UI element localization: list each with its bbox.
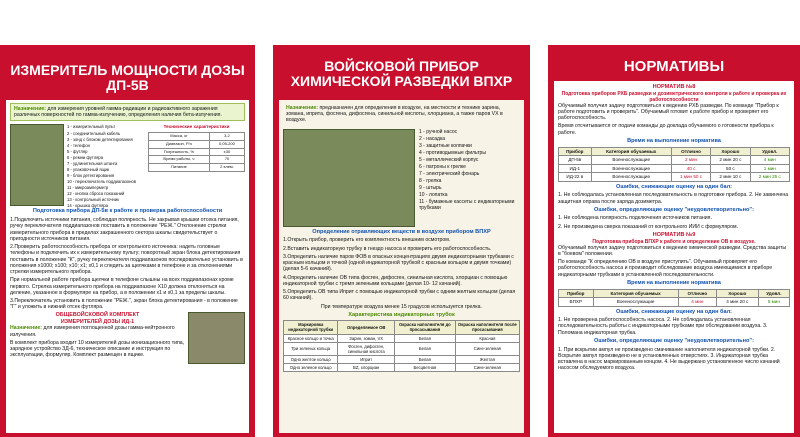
kit-photo xyxy=(188,312,245,364)
table-header: Прибор Категория обучаемых Отлично Хорошо Удовл. xyxy=(559,289,790,298)
procedure-step: 1.Открыть прибор, проверить его комплектность внешним осмотром. xyxy=(283,237,451,244)
legend-item: 5 - металлический корпус xyxy=(419,156,479,163)
table-row: Одно желтое кольцо Иприт Белая Желтая xyxy=(284,355,520,363)
table-header: Прибор Категория обучаемых Отлично Хорошо Удовл. xyxy=(559,147,790,156)
poster-dp5v xyxy=(0,45,255,437)
poster-vphr xyxy=(273,45,530,437)
procedure-title: Определение отравляющих веществ в воздухе прибором ВПХР xyxy=(312,228,491,235)
legend-item: 8 - грелка xyxy=(419,177,442,184)
poster-title: ИЗМЕРИТЕЛЬ МОЩНОСТИ ДОЗЫ ДП-5В xyxy=(0,45,255,100)
legend-item: 2 - соединительный кабель xyxy=(67,130,121,136)
legend-item: 7 - электрический фонарь xyxy=(419,170,480,177)
table-row: Красное кольцо и точка Зарин, зоман, VX Белая Красная xyxy=(284,334,520,342)
poster-body xyxy=(279,100,524,433)
tech-table xyxy=(148,132,245,172)
norm8-errors-title: Ошибки, снижающие оценку на один бал: xyxy=(615,183,733,190)
prep-title: Подготовка прибора ДП-5в к работе и проверка работоспособности xyxy=(32,208,223,215)
procedure-step: 5.Определить ОВ типа Иприт с помощью индикаторной трубки с одним желтым кольцом (делая 60 качаний). xyxy=(283,289,516,302)
poster-norms xyxy=(548,45,800,437)
norm9-title: НОРМАТИВ №9 xyxy=(652,231,696,238)
legend-item: 6 - ремни футляра xyxy=(67,154,104,160)
table-row: Масса, кг 3,2 xyxy=(149,132,245,140)
procedure-step: 3.Определить наличие паров ФОВ в опасных концентрациях двумя индикаторными трубками с красным кольцом и точкой (одной индикаторной трубкой с красным кольцом и двумя точками) (делая 5-6 качаний). xyxy=(283,253,514,273)
norm9-table-title: Время на выполнение норматива xyxy=(627,279,721,286)
legend-item: 1 - ручной насос xyxy=(419,128,458,135)
device-section xyxy=(10,124,245,206)
norm9-errors-title: Ошибки, снижающие оценку на один бал: xyxy=(615,308,733,315)
prep-step: При нормальной работе прибора щелчки в телефоне слышны на всех поддиапазонах кроме первого. Стрелка измерительного прибора на поддиапазоне Х10 должна отклоняться на деление, указанное в формуляре на прибор, а в положении х1 и х0,1 за пределы шкалы. xyxy=(10,277,234,296)
legend-item: 13 - контрольный источник xyxy=(67,196,120,202)
legend-item: 3 - зонд с блоком детектирования xyxy=(67,136,133,142)
prep-step: 2.Проверить работоспособность прибора от контрольного источника: надеть головные телефоны и подключить их к измерительному пульту; поворотный экран блока детектирования поставить в положение "К", ручку переключателя поддиапазонов последовательно установить в положения х1000; х100; х10; х1; х0,1 и следить за щелчками в телефоне и за отклонениями стрелки измерительного прибора. xyxy=(10,244,243,276)
norm9-table xyxy=(558,289,790,307)
procedure-step: 2.Вставить индикаторную трубку в гнездо насоса и проверить его работоспособность. xyxy=(283,245,492,252)
legend-item: 8 - упаковочный ящик xyxy=(67,166,110,172)
prep-step: 3.Переключатель установить в положение "РЕЖ.", экран блока детектирования - в положение "Г" и уложить в нижний отсек футляра. xyxy=(10,297,238,311)
tech-specs: Технические характеристики Масса, кг 3,2 Диапазон, Р/ч 0,05-200 Погрешность, % ±30 Время работы, ч 70 Питание 2 элем. xyxy=(148,124,245,206)
norm9-subtitle: Подготовка прибора ВПХР к работе и определение ОВ в воздухе. xyxy=(592,238,756,245)
procedure-step: 4.Определить наличие ОВ типа фосген, дифосген, синильная кислота, хлорциан с помощью индикаторной трубки с тремя зелеными кольцами (делая 10- 12 качаний). xyxy=(283,274,508,287)
legend-item: 14 - крышка футляра xyxy=(67,202,109,208)
legend-item: 10 - переключатель поддиапазонов xyxy=(67,178,136,184)
table-row: ВПХР Военнослужащие 4 мин 4 мин 20 с 5 мин xyxy=(559,298,790,307)
poster-body xyxy=(6,100,249,433)
table-row: Питание 2 элем. xyxy=(149,164,245,172)
table-row: Погрешность, % ±30 xyxy=(149,148,245,156)
device-photo xyxy=(283,129,415,227)
kit-text: ОБЩЕВОЙСКОВОЙ КОМПЛЕКТ ИЗМЕРИТЕЛЕЙ ДОЗЫ ИД-1 Назначение: для измерения поглощенной дозы гамма-нейтронного излучения. В комплект прибора входит 10 измерителей дозы ионизационного типа, зарядное устройство ЗД-6, техническое описание и инструкция по эксплуатации, формуляр. Комплект размещен в ящике. xyxy=(10,312,185,359)
table-row: Диапазон, Р/ч 0,05-200 xyxy=(149,140,245,148)
legend-item: 11 - микроамперметр xyxy=(67,184,109,190)
legend-item: 12 - кнопка сброса показаний xyxy=(67,190,125,196)
table-row: ИД-1 Военнослужащие 40 с 50 с 1 мин xyxy=(559,164,790,173)
legend-item: 11 - бумажные кассеты с индикаторными трубками xyxy=(419,198,515,211)
norm8-table-title: Время на выполнение норматива xyxy=(627,137,721,144)
norm8-title: НОРМАТИВ №8 xyxy=(652,84,696,90)
prep-step: 1.Подключить источники питания, соблюдая полярность. Не закрывая крышки отсека питания, ручку переключателя поддиапазонов поставить в положение "РЕЖ." Отклонение стрелки измерительного прибора в пределах закрашенного сектора шкалы свидетельствует о пригодности источников питания. xyxy=(10,217,239,242)
table-row: Одно зеленое кольцо ВZ, хлорциан Бесцветная Сине-зеленая xyxy=(284,363,520,371)
poster-title: НОРМАТИВЫ xyxy=(548,45,800,81)
table-row: Три зеленых кольца Фосген, дифосген, синильная кислота Белая Сине-зеленая xyxy=(284,342,520,355)
table-row: ИД-22 в Военнослужащие 1 мин 50 с 2 мин 10 с 2 мин 25 с xyxy=(559,173,790,182)
poster-body: НОРМАТИВ №8 Подготовка приборов РХБ разведки и дозиметрического контроля к работе и проверка их работоспособности Обучаемый получил задачу подготовиться к ведению РХБ разведки. По команде "Прибор к работе подготовить и проверить". Обучаемый готовит к работе прибор и проверяет его работоспособность. Время отсчитывается от подачи команды до доклада обучаемого о готовности прибора к работе. Время на выполнение норматива Прибор Категория обучаемых Отлично Хорошо Удовл. ДП-5в Военнослужащие 2 мин 2 мин 20 с 4 мин ИД-1 Военнослужащие 40 с 50 с 1 мин ИД-22 в Военнослужащие 1 мин 50 с 2 мин 10 с 2 мин 25 с Ошибки, снижающие оценку на один бал: 1. Не соблюдалась установленная последовательность в подготовке прибора. 2. Не завинчена защитная оправа после заряда дозиметра. Ошибки, определяющие оценку "неудовлетворительно": 1. Не соблюдена полярность подключения источников питания. 2. Не произведена сверка показаний от контрольного ИИИ с формуляром. НОРМАТИВ №9 Подготовка прибора ВПХР к работе и определение ОВ в воздухе. Обучаемый получил задачу подготовиться к ведению химической разведки. Средства защиты в "боевом" положении. По команде "К определению ОВ в воздухе приступить". Обучаемый проверяет его работоспособность насоса и производит обследование воздуха имеющимися в приборе индикаторными трубками в установленной последовательности. Время на выполнение норматива Прибор Категория обучаемых Отлично Хорошо Удовл. ВПХР Военнослужащие 4 мин 4 мин 20 с 5 мин Ошибки, снижающие оценку на один бал: 1. Не проверена работоспособность насоса. 2. Не соблюдалась установленная последовательность работы с индикаторными трубками при обследовании воздуха. 3. Поломана индикаторная трубка. Ошибки, определяющие оценку "неудовлетворительно": 1. При вскрытии ампул не произведено смачивание наполнителя индикаторной трубки. 2. Вскрытие ампул произведено не в установленных отверстиях. 3. Индикаторная трубка вставлена в насос маркированным концом. 4. Не выдержано установленное число качаний насосом обследуемого воздуха. xyxy=(554,81,794,433)
table-row: Время работы, ч 70 xyxy=(149,156,245,164)
legend-item: 5 - футляр xyxy=(67,148,88,154)
table-row: ДП-5в Военнослужащие 2 мин 2 мин 20 с 4 мин xyxy=(559,156,790,165)
legend xyxy=(419,129,520,227)
legend-item: 7 - удлинительная штанга xyxy=(67,160,118,166)
legend-item: 9 - блок детектирования xyxy=(67,172,115,178)
legend-item: 3 - защитные колпачки xyxy=(419,142,472,149)
legend-item: 4 - телефон xyxy=(67,142,90,148)
legend-item: 9 - штырь xyxy=(419,184,442,191)
legend xyxy=(67,124,145,206)
norm8-subtitle: Подготовка приборов РХБ разведки и дозиметрического контроля к работе и проверка их работоспособности xyxy=(561,90,787,103)
legend-item: 1 - измерительный пульт xyxy=(67,124,116,130)
device-section xyxy=(283,129,520,227)
poster-title: ВОЙСКОВОЙ ПРИБОР ХИМИЧЕСКОЙ РАЗВЕДКИ ВПХР xyxy=(273,45,530,100)
legend-item: 6 - патроны к грелке xyxy=(419,163,466,170)
kit-title: ОБЩЕВОЙСКОВОЙ КОМПЛЕКТ ИЗМЕРИТЕЛЕЙ ДОЗЫ ИД-1 xyxy=(55,312,140,325)
kit-section xyxy=(10,312,245,364)
purpose-box: Назначение: для измерения уровней гамма-радиации и радиоактивного заражения различных поверхностей по гамма-излучению, определения наличия бета-излучения. xyxy=(10,103,245,121)
tubes-title: Характеристика индикаторных трубок xyxy=(348,311,455,318)
norm8-table xyxy=(558,147,790,182)
legend-item: 10 - лопатка xyxy=(419,191,448,198)
device-photo xyxy=(10,124,64,206)
legend-item: 2 - насадка xyxy=(419,135,446,142)
tubes-table xyxy=(283,320,520,371)
note: При температуре воздуха менее 15 градусов используется грелка. xyxy=(321,303,482,310)
table-header: Маркировка индикаторной трубки Определяемое ОВ Окраска наполнителя до просасывания Окраска наполнителя после просасывания xyxy=(284,321,520,334)
legend-item: 4 - противодымные фильтры xyxy=(419,149,486,156)
purpose-box: Назначение: предназначен для определения в воздухе, на местности и технике зарина, зомана, иприта, фосгена, дифосгена, синильной кислоты, хлорциана, а также паров VX в воздухе. xyxy=(283,103,520,126)
